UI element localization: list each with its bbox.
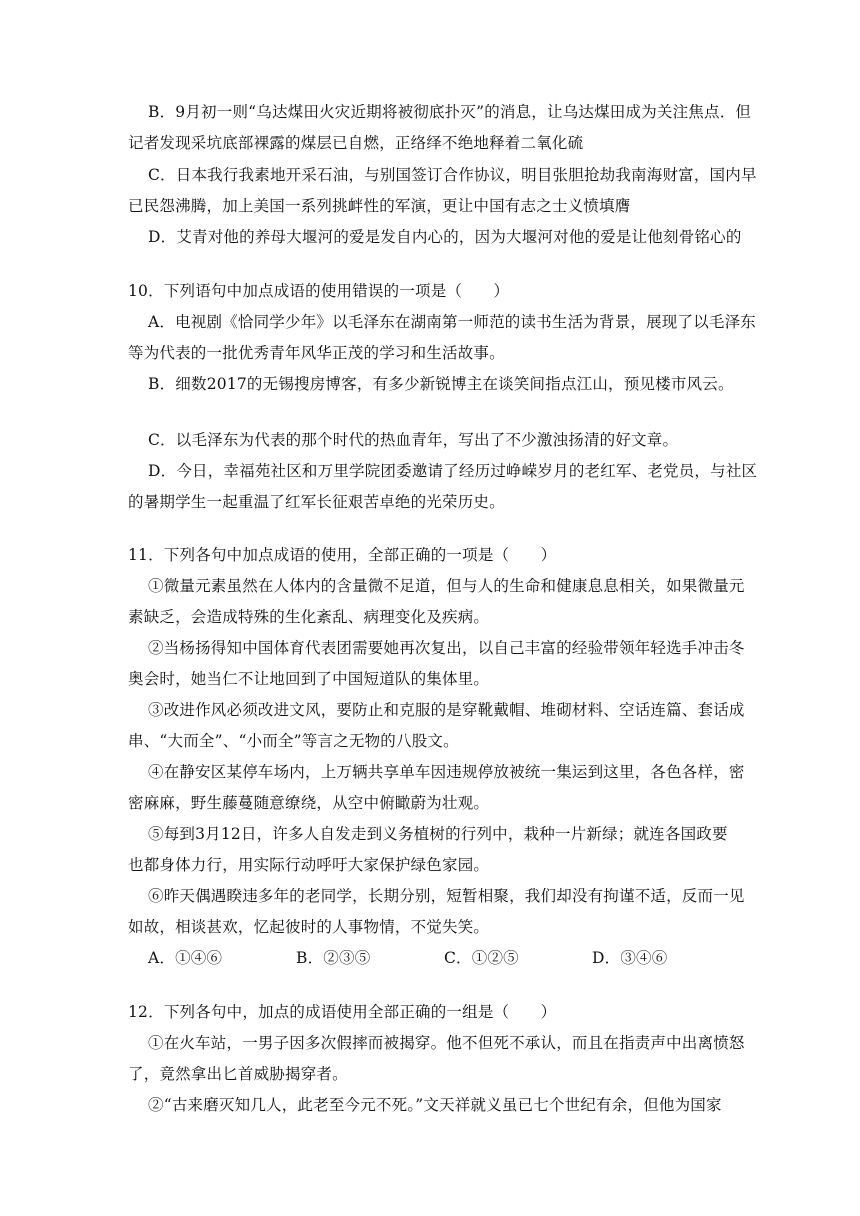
q11-sentence-5-line1: ⑤每到3月12日，许多人自发走到义务植树的行列中，栽种一片新绿；就连各国政要 bbox=[148, 825, 728, 843]
q11-sentence-1-line2: 素缺乏，会造成特殊的生化紊乱、病理变化及疾病。 bbox=[128, 608, 490, 626]
q11-stem: 11．下列各句中加点成语的使用，全部正确的一项是（ ） bbox=[128, 546, 557, 564]
q11-sentence-6-line1: ⑥昨天偶遇睽违多年的老同学，长期分别，短暂相聚，我们却没有拘谨不适，反而一见 bbox=[148, 887, 745, 905]
q10-option-c-line1: C．以毛泽东为代表的那个时代的热血青年，写出了不少激浊扬清的好文章。 bbox=[148, 431, 679, 449]
q11-sentence-3-line1: ③改进作风必须改进文风，要防止和克服的是穿靴戴帽、堆砌材料、空话连篇、套话成 bbox=[148, 701, 745, 719]
q12-sentence-2-line1: ②“古来磨灭知几人，此老至今元不死。”文天祥就义虽已七个世纪有余，但他为国家 bbox=[148, 1096, 722, 1114]
q9-option-c-line1: C．日本我行我素地开采石油，与别国签订合作协议，明目张胆抢劫我南海财富，国内早 bbox=[148, 166, 757, 184]
q11-option-d[interactable]: D．③④⑥ bbox=[592, 949, 668, 967]
q11-sentence-2-line1: ②当杨扬得知中国体育代表团需要她再次复出，以自己丰富的经验带领年轻选手冲击冬 bbox=[148, 639, 745, 657]
q10-option-d-line1: D．今日，幸福苑社区和万里学院团委邀请了经历过峥嵘岁月的老红军、老党员，与社区 bbox=[148, 462, 758, 480]
q11-option-b[interactable]: B．②③⑤ bbox=[296, 949, 371, 967]
q12-sentence-1-line2: 了，竟然拿出匕首威胁揭穿者。 bbox=[128, 1065, 348, 1083]
q10-option-b-line1: B．细数2017的无锡搜房博客，有多少新锐博主在谈笑间指点江山，预见楼市风云。 bbox=[148, 375, 734, 393]
q10-option-a-line1: A．电视剧《恰同学少年》以毛泽东在湖南第一师范的读书生活为背景，展现了以毛泽东 bbox=[148, 313, 756, 331]
q11-sentence-4-line1: ④在静安区某停车场内，上万辆共享单车因违规停放被统一集运到这里，各色各样，密 bbox=[148, 763, 745, 781]
q9-option-b-line1: B．9月初一则“乌达煤田火灾近期将被彻底扑灭”的消息，让乌达煤田成为关注焦点．但 bbox=[148, 103, 752, 121]
q11-sentence-1-line1: ①微量元素虽然在人体内的含量微不足道，但与人的生命和健康息息相关，如果微量元 bbox=[148, 577, 745, 595]
q11-sentence-6-line2: 如故，相谈甚欢，忆起彼时的人事物情，不觉失笑。 bbox=[128, 918, 490, 936]
q9-option-b-line2: 记者发现采坑底部裸露的煤层已自燃，正络绎不绝地释着二氧化硫 bbox=[128, 134, 584, 152]
q11-sentence-3-line2: 串、“大而全”、“小而全”等言之无物的八股文。 bbox=[128, 732, 459, 750]
q12-sentence-1-line1: ①在火车站，一男子因多次假摔而被揭穿。他不但死不承认，而且在指责声中出离愤怒 bbox=[148, 1034, 745, 1052]
q9-option-d-line1: D．艾青对他的养母大堰河的爱是发自内心的，因为大堰河对他的爱是让他刻骨铭心的 bbox=[148, 228, 742, 246]
q11-option-a[interactable]: A．①④⑥ bbox=[148, 949, 223, 967]
q10-stem: 10．下列语句中加点成语的使用错误的一项是（ ） bbox=[128, 282, 510, 300]
q11-sentence-5-line2: 也都身体力行，用实际行动呼吁大家保护绿色家园。 bbox=[128, 856, 490, 874]
q11-option-c[interactable]: C．①②⑤ bbox=[444, 949, 519, 967]
q12-stem: 12．下列各句中，加点的成语使用全部正确的一组是（ ） bbox=[128, 1003, 557, 1021]
q10-option-a-line2: 等为代表的一批优秀青年风华正茂的学习和生活故事。 bbox=[128, 344, 505, 362]
q11-sentence-2-line2: 奥会时，她当仁不让地回到了中国短道队的集体里。 bbox=[128, 670, 490, 688]
q11-sentence-4-line2: 密麻麻，野生藤蔓随意缭绕，从空中俯瞰蔚为壮观。 bbox=[128, 794, 490, 812]
q10-option-d-line2: 的暑期学生一起重温了红军长征艰苦卓绝的光荣历史。 bbox=[128, 493, 505, 511]
q9-option-c-line2: 已民怨沸腾，加上美国一系列挑衅性的军演，更让中国有志之士义愤填膺 bbox=[128, 197, 631, 215]
